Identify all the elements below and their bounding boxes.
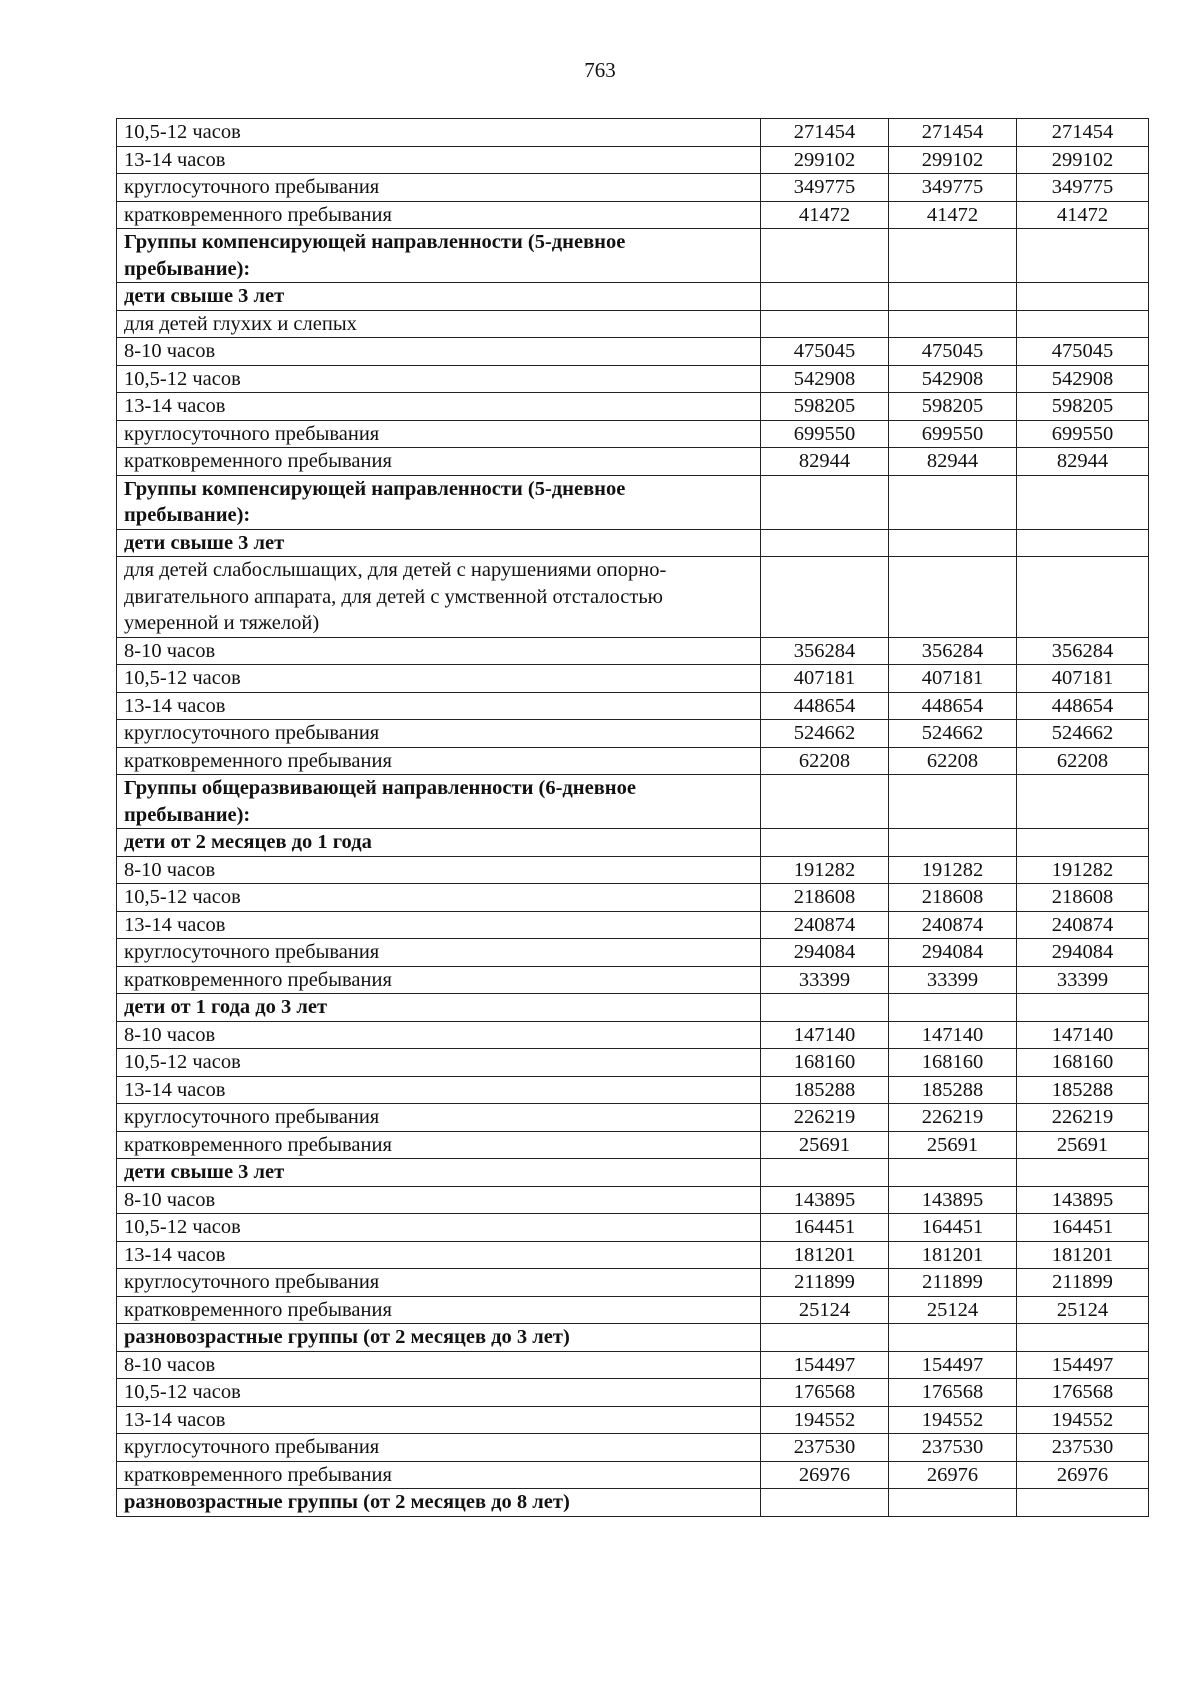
section-header-label: дети от 1 года до 3 лет [117, 994, 761, 1022]
table-row [117, 1351, 1149, 1379]
value-cell-2: 181201 [889, 1241, 1017, 1269]
value-cell-1 [761, 775, 889, 829]
value-cell-3: 33399 [1017, 966, 1149, 994]
row-label: для детей слабослышащих, для детей с нарушениями опорно-двигательного аппарата, для детей с умственной отсталостью умеренной и тяжелой) [117, 557, 761, 638]
row-label: круглосуточного пребывания [117, 174, 761, 202]
value-cell-1: 194552 [761, 1406, 889, 1434]
row-label: кратковременного пребывания [117, 1296, 761, 1324]
row-label: круглосуточного пребывания [117, 939, 761, 967]
row-label: 13-14 часов [117, 393, 761, 421]
value-cell-3: 25691 [1017, 1131, 1149, 1159]
row-label: 8-10 часов [117, 1186, 761, 1214]
value-cell-1 [761, 529, 889, 557]
row-label: 13-14 часов [117, 1076, 761, 1104]
value-cell-3: 41472 [1017, 201, 1149, 229]
section-header-row [117, 229, 1149, 283]
value-cell-3: 356284 [1017, 637, 1149, 665]
value-cell-1 [761, 229, 889, 283]
value-cell-3: 25124 [1017, 1296, 1149, 1324]
value-cell-3: 407181 [1017, 665, 1149, 693]
row-label: 10,5-12 часов [117, 665, 761, 693]
row-label: 13-14 часов [117, 1406, 761, 1434]
section-header-label: дети свыше 3 лет [117, 529, 761, 557]
section-header-label: разновозрастные группы (от 2 месяцев до 3 лет) [117, 1324, 761, 1352]
section-header-row [117, 1324, 1149, 1352]
value-cell-1: 699550 [761, 420, 889, 448]
row-label: круглосуточного пребывания [117, 720, 761, 748]
value-cell-2: 407181 [889, 665, 1017, 693]
section-header-label: Группы общеразвивающей направленности (6-дневное пребывание): [117, 775, 761, 829]
value-cell-3: 448654 [1017, 692, 1149, 720]
value-cell-1 [761, 1324, 889, 1352]
value-cell-2 [889, 994, 1017, 1022]
value-cell-1: 356284 [761, 637, 889, 665]
value-cell-3: 598205 [1017, 393, 1149, 421]
value-cell-2: 475045 [889, 338, 1017, 366]
row-label: кратковременного пребывания [117, 966, 761, 994]
value-cell-2 [889, 1324, 1017, 1352]
row-label: круглосуточного пребывания [117, 1269, 761, 1297]
value-cell-1: 542908 [761, 365, 889, 393]
value-cell-1: 211899 [761, 1269, 889, 1297]
value-cell-3: 294084 [1017, 939, 1149, 967]
value-cell-3: 181201 [1017, 1241, 1149, 1269]
value-cell-3 [1017, 1489, 1149, 1517]
value-cell-1: 475045 [761, 338, 889, 366]
value-cell-3: 168160 [1017, 1049, 1149, 1077]
value-cell-1 [761, 1489, 889, 1517]
row-label: 13-14 часов [117, 692, 761, 720]
table-row [117, 1269, 1149, 1297]
value-cell-1: 237530 [761, 1434, 889, 1462]
value-cell-1: 82944 [761, 448, 889, 476]
value-cell-2: 33399 [889, 966, 1017, 994]
row-label: 13-14 часов [117, 146, 761, 174]
table-row [117, 1406, 1149, 1434]
tariff-table-body [117, 119, 1149, 1517]
value-cell-1: 240874 [761, 911, 889, 939]
row-label: 8-10 часов [117, 338, 761, 366]
value-cell-3 [1017, 1324, 1149, 1352]
table-row [117, 174, 1149, 202]
value-cell-1: 407181 [761, 665, 889, 693]
row-label: 8-10 часов [117, 1351, 761, 1379]
row-label: 8-10 часов [117, 637, 761, 665]
value-cell-2 [889, 1159, 1017, 1187]
row-label: 10,5-12 часов [117, 884, 761, 912]
value-cell-2: 294084 [889, 939, 1017, 967]
table-row [117, 365, 1149, 393]
value-cell-3: 194552 [1017, 1406, 1149, 1434]
value-cell-2: 143895 [889, 1186, 1017, 1214]
table-row [117, 146, 1149, 174]
table-row [117, 665, 1149, 693]
value-cell-1: 41472 [761, 201, 889, 229]
value-cell-1: 26976 [761, 1461, 889, 1489]
value-cell-1: 524662 [761, 720, 889, 748]
value-cell-1 [761, 283, 889, 311]
section-header-label: дети от 2 месяцев до 1 года [117, 829, 761, 857]
value-cell-3 [1017, 829, 1149, 857]
value-cell-2 [889, 829, 1017, 857]
value-cell-1: 176568 [761, 1379, 889, 1407]
section-header-row [117, 775, 1149, 829]
table-row [117, 692, 1149, 720]
table-row [117, 1241, 1149, 1269]
value-cell-1: 168160 [761, 1049, 889, 1077]
row-label: 8-10 часов [117, 856, 761, 884]
value-cell-3: 191282 [1017, 856, 1149, 884]
table-row [117, 1104, 1149, 1132]
value-cell-2: 542908 [889, 365, 1017, 393]
value-cell-1 [761, 1159, 889, 1187]
table-row [117, 637, 1149, 665]
value-cell-1: 181201 [761, 1241, 889, 1269]
row-label: 10,5-12 часов [117, 1049, 761, 1077]
table-row [117, 1214, 1149, 1242]
value-cell-2: 598205 [889, 393, 1017, 421]
section-header-row [117, 283, 1149, 311]
value-cell-2: 164451 [889, 1214, 1017, 1242]
row-label: кратковременного пребывания [117, 201, 761, 229]
table-row [117, 1461, 1149, 1489]
table-row [117, 856, 1149, 884]
value-cell-2: 154497 [889, 1351, 1017, 1379]
value-cell-3: 143895 [1017, 1186, 1149, 1214]
value-cell-2: 356284 [889, 637, 1017, 665]
row-label: 10,5-12 часов [117, 119, 761, 147]
value-cell-1 [761, 557, 889, 638]
value-cell-2 [889, 283, 1017, 311]
table-row [117, 420, 1149, 448]
row-label: 10,5-12 часов [117, 365, 761, 393]
value-cell-1: 598205 [761, 393, 889, 421]
value-cell-2: 448654 [889, 692, 1017, 720]
value-cell-2: 26976 [889, 1461, 1017, 1489]
value-cell-2: 25691 [889, 1131, 1017, 1159]
value-cell-1 [761, 310, 889, 338]
value-cell-2: 185288 [889, 1076, 1017, 1104]
value-cell-3: 524662 [1017, 720, 1149, 748]
table-row [117, 720, 1149, 748]
tariff-table [116, 118, 1149, 1517]
value-cell-2: 168160 [889, 1049, 1017, 1077]
value-cell-3 [1017, 775, 1149, 829]
value-cell-1: 271454 [761, 119, 889, 147]
table-row [117, 966, 1149, 994]
value-cell-2: 191282 [889, 856, 1017, 884]
section-header-row [117, 829, 1149, 857]
value-cell-3: 82944 [1017, 448, 1149, 476]
value-cell-3: 211899 [1017, 1269, 1149, 1297]
value-cell-3 [1017, 229, 1149, 283]
table-row [117, 1021, 1149, 1049]
table-row [117, 1049, 1149, 1077]
value-cell-3: 542908 [1017, 365, 1149, 393]
value-cell-2: 62208 [889, 747, 1017, 775]
value-cell-3: 240874 [1017, 911, 1149, 939]
table-row [117, 448, 1149, 476]
value-cell-1: 349775 [761, 174, 889, 202]
table-row [117, 884, 1149, 912]
table-row [117, 911, 1149, 939]
value-cell-2: 299102 [889, 146, 1017, 174]
value-cell-3: 62208 [1017, 747, 1149, 775]
value-cell-1: 185288 [761, 1076, 889, 1104]
table-row [117, 1434, 1149, 1462]
table-row [117, 310, 1149, 338]
value-cell-1: 299102 [761, 146, 889, 174]
value-cell-1: 218608 [761, 884, 889, 912]
value-cell-1: 143895 [761, 1186, 889, 1214]
value-cell-2: 147140 [889, 1021, 1017, 1049]
value-cell-3: 218608 [1017, 884, 1149, 912]
section-header-row [117, 1489, 1149, 1517]
value-cell-3 [1017, 557, 1149, 638]
value-cell-3: 475045 [1017, 338, 1149, 366]
table-row [117, 1131, 1149, 1159]
value-cell-2: 218608 [889, 884, 1017, 912]
value-cell-1 [761, 475, 889, 529]
value-cell-2 [889, 475, 1017, 529]
table-row [117, 1186, 1149, 1214]
page-number: 763 [584, 58, 616, 82]
value-cell-2: 349775 [889, 174, 1017, 202]
table-row [117, 747, 1149, 775]
section-header-label: Группы компенсирующей направленности (5-дневное пребывание): [117, 475, 761, 529]
value-cell-3 [1017, 475, 1149, 529]
value-cell-1: 191282 [761, 856, 889, 884]
row-label: кратковременного пребывания [117, 747, 761, 775]
row-label: 13-14 часов [117, 1241, 761, 1269]
value-cell-1: 226219 [761, 1104, 889, 1132]
value-cell-1: 448654 [761, 692, 889, 720]
value-cell-2: 41472 [889, 201, 1017, 229]
value-cell-2 [889, 775, 1017, 829]
value-cell-3: 176568 [1017, 1379, 1149, 1407]
value-cell-3: 147140 [1017, 1021, 1149, 1049]
row-label: кратковременного пребывания [117, 448, 761, 476]
value-cell-3: 237530 [1017, 1434, 1149, 1462]
value-cell-3 [1017, 1159, 1149, 1187]
value-cell-2 [889, 557, 1017, 638]
value-cell-2: 25124 [889, 1296, 1017, 1324]
table-row [117, 338, 1149, 366]
value-cell-2: 194552 [889, 1406, 1017, 1434]
value-cell-3: 154497 [1017, 1351, 1149, 1379]
value-cell-3: 185288 [1017, 1076, 1149, 1104]
table-row [117, 1379, 1149, 1407]
value-cell-2: 524662 [889, 720, 1017, 748]
value-cell-1: 147140 [761, 1021, 889, 1049]
row-label: 10,5-12 часов [117, 1379, 761, 1407]
section-header-row [117, 475, 1149, 529]
value-cell-1: 25691 [761, 1131, 889, 1159]
value-cell-3: 26976 [1017, 1461, 1149, 1489]
value-cell-1: 62208 [761, 747, 889, 775]
table-row [117, 201, 1149, 229]
value-cell-2: 699550 [889, 420, 1017, 448]
value-cell-3: 299102 [1017, 146, 1149, 174]
row-label: 10,5-12 часов [117, 1214, 761, 1242]
value-cell-2: 271454 [889, 119, 1017, 147]
section-header-label: дети свыше 3 лет [117, 1159, 761, 1187]
section-header-row [117, 994, 1149, 1022]
section-header-label: разновозрастные группы (от 2 месяцев до 8 лет) [117, 1489, 761, 1517]
value-cell-3 [1017, 529, 1149, 557]
value-cell-2: 176568 [889, 1379, 1017, 1407]
value-cell-2: 240874 [889, 911, 1017, 939]
value-cell-3 [1017, 310, 1149, 338]
value-cell-1 [761, 994, 889, 1022]
value-cell-2: 211899 [889, 1269, 1017, 1297]
section-header-label: Группы компенсирующей направленности (5-дневное пребывание): [117, 229, 761, 283]
value-cell-2: 82944 [889, 448, 1017, 476]
value-cell-2 [889, 1489, 1017, 1517]
row-label: кратковременного пребывания [117, 1131, 761, 1159]
table-row [117, 1076, 1149, 1104]
row-label: 8-10 часов [117, 1021, 761, 1049]
row-label: круглосуточного пребывания [117, 1434, 761, 1462]
value-cell-1: 164451 [761, 1214, 889, 1242]
table-row [117, 393, 1149, 421]
value-cell-3 [1017, 994, 1149, 1022]
table-row [117, 119, 1149, 147]
value-cell-3: 226219 [1017, 1104, 1149, 1132]
value-cell-2 [889, 310, 1017, 338]
value-cell-1: 294084 [761, 939, 889, 967]
value-cell-1 [761, 829, 889, 857]
row-label: кратковременного пребывания [117, 1461, 761, 1489]
table-row [117, 939, 1149, 967]
value-cell-1: 25124 [761, 1296, 889, 1324]
row-label: круглосуточного пребывания [117, 420, 761, 448]
value-cell-1: 154497 [761, 1351, 889, 1379]
row-label: 13-14 часов [117, 911, 761, 939]
value-cell-3: 164451 [1017, 1214, 1149, 1242]
value-cell-3: 699550 [1017, 420, 1149, 448]
value-cell-3 [1017, 283, 1149, 311]
value-cell-3: 349775 [1017, 174, 1149, 202]
row-label: круглосуточного пребывания [117, 1104, 761, 1132]
value-cell-3: 271454 [1017, 119, 1149, 147]
value-cell-2 [889, 529, 1017, 557]
value-cell-2 [889, 229, 1017, 283]
value-cell-2: 226219 [889, 1104, 1017, 1132]
table-row [117, 1296, 1149, 1324]
value-cell-2: 237530 [889, 1434, 1017, 1462]
table-row [117, 557, 1149, 638]
value-cell-1: 33399 [761, 966, 889, 994]
row-label: для детей глухих и слепых [117, 310, 761, 338]
section-header-row [117, 529, 1149, 557]
section-header-label: дети свыше 3 лет [117, 283, 761, 311]
section-header-row [117, 1159, 1149, 1187]
